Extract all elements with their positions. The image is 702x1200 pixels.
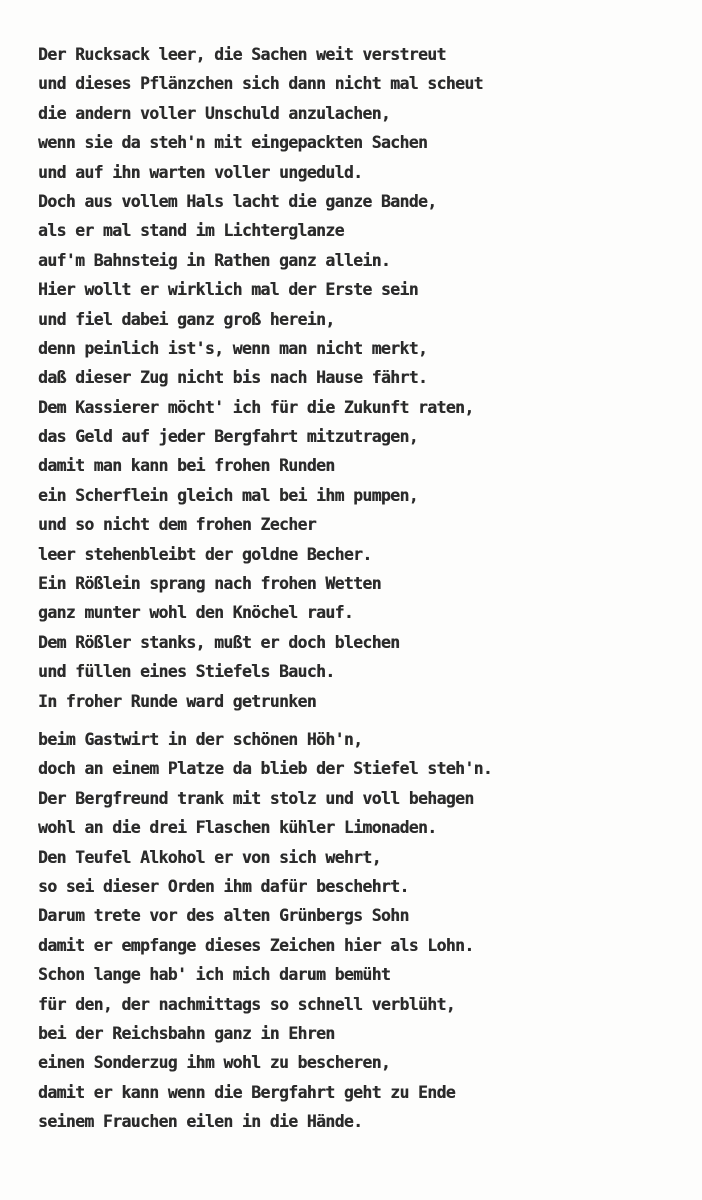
text-line: In froher Runde ward getrunken	[38, 691, 317, 711]
text-line: damit er empfange dieses Zeichen hier als Lohn.	[38, 935, 474, 955]
text-line: Darum trete vor des alten Grünbergs Sohn	[38, 906, 409, 926]
text-line: beim Gastwirt in der schönen Höh'n,	[38, 729, 363, 749]
text-line: seinem Frauchen eilen in die Hände.	[38, 1112, 363, 1132]
text-line: und dieses Pflänzchen sich dann nicht mal scheut	[38, 74, 483, 94]
text-line: daß dieser Zug nicht bis nach Hause fährt.	[38, 368, 428, 388]
text-line: und fiel dabei ganz groß herein,	[38, 309, 335, 329]
text-line: ganz munter wohl den Knöchel rauf.	[38, 603, 354, 623]
poem-text	[38, 40, 688, 1136]
text-line: Dem Kassierer möcht' ich für die Zukunft raten,	[38, 397, 474, 417]
text-line: für den, der nachmittags so schnell verblüht,	[38, 994, 456, 1014]
text-line: Hier wollt er wirklich mal der Erste sein	[38, 280, 418, 300]
text-line: Der Bergfreund trank mit stolz und voll behagen	[38, 788, 474, 808]
text-line: damit man kann bei frohen Runden	[38, 456, 335, 476]
text-line: einen Sonderzug ihm wohl zu bescheren,	[38, 1053, 391, 1073]
text-line: und füllen eines Stiefels Bauch.	[38, 662, 335, 682]
text-line: ein Scherflein gleich mal bei ihm pumpen,	[38, 485, 418, 505]
text-line: Der Rucksack leer, die Sachen weit verstreut	[38, 45, 446, 64]
text-line: das Geld auf jeder Bergfahrt mitzutragen,	[38, 427, 418, 447]
text-line: so sei dieser Orden ihm dafür beschehrt.	[38, 876, 409, 896]
text-line: auf'm Bahnsteig in Rathen ganz allein.	[38, 250, 391, 270]
text-line: Dem Rößler stanks, mußt er doch blechen	[38, 632, 400, 652]
text-line: Doch aus vollem Hals lacht die ganze Bande,	[38, 191, 437, 211]
text-line: leer stehenbleibt der goldne Becher.	[38, 544, 372, 564]
text-line: und auf ihn warten voller ungeduld.	[38, 162, 363, 182]
text-line: Schon lange hab' ich mich darum bemüht	[38, 965, 391, 985]
text-line: denn peinlich ist's, wenn man nicht merkt,	[38, 338, 428, 358]
text-line: damit er kann wenn die Bergfahrt geht zu Ende	[38, 1082, 456, 1102]
text-line: wohl an die drei Flaschen kühler Limonaden.	[38, 818, 437, 838]
text-line: Ein Rößlein sprang nach frohen Wetten	[38, 574, 381, 594]
text-line: als er mal stand im Lichterglanze	[38, 221, 344, 241]
text-line: Den Teufel Alkohol er von sich wehrt,	[38, 847, 381, 867]
text-line: und so nicht dem frohen Zecher	[38, 515, 317, 535]
text-line: wenn sie da steh'n mit eingepackten Sachen	[38, 133, 428, 153]
text-line: bei der Reichsbahn ganz in Ehren	[38, 1023, 335, 1043]
text-line: die andern voller Unschuld anzulachen,	[38, 103, 391, 123]
text-line: doch an einem Platze da blieb der Stiefel steh'n.	[38, 759, 493, 779]
